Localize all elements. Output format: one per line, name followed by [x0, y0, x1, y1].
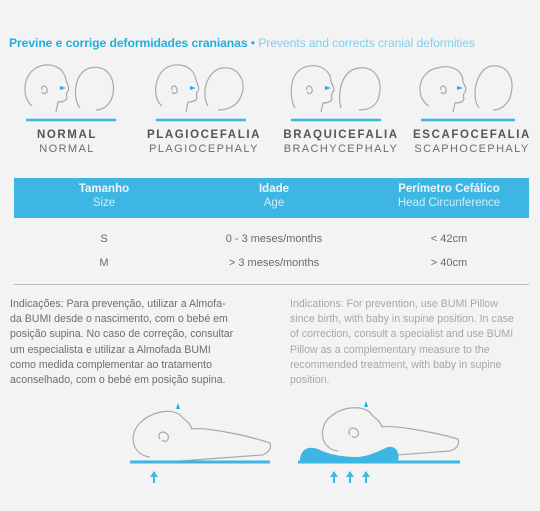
head-illustrations: [0, 58, 540, 124]
title-en: Prevents and corrects cranial deformities: [258, 36, 475, 50]
plagiocephaly-head-icon: [150, 58, 250, 124]
type-label-en: PLAGIOCEPHALY: [149, 143, 259, 155]
header-age-pt: Idade: [258, 183, 290, 195]
cell-age: > 3 meses/months: [228, 257, 320, 269]
title-pt: Previne e corrige deformidades cranianas: [9, 36, 248, 50]
size-table-header: [14, 178, 529, 218]
header-size-pt: Tamanho: [78, 183, 130, 195]
type-label-pt: PLAGIOCEFALIA: [146, 129, 262, 141]
header-circ-en: Head Circunference: [397, 197, 501, 209]
bumi-pillow: [300, 447, 399, 461]
type-label-en: NORMAL: [39, 143, 95, 155]
type-label-en: SCAPHOCEPHALY: [414, 143, 530, 155]
type-label-pt: ESCAFOCEFALIA: [413, 129, 531, 141]
brachycephaly-head-icon: [285, 58, 385, 124]
type-label-pt: NORMAL: [36, 129, 98, 141]
indications-en-line: Pillow as a complementary measure to the: [290, 343, 490, 356]
scaphocephaly-head-icon: [415, 58, 520, 124]
header-head-circumference: [374, 183, 524, 209]
normal-head-icon: [20, 58, 120, 124]
indications-en-line: since birth, with baby in supine position. In case: [290, 313, 514, 326]
baby-flat-icon: [133, 411, 270, 461]
indications-pt-line: Indicações: Para prevenção, utilizar a Almofa-: [10, 298, 226, 310]
indications-pt-line: da BUMI desde o nascimento, com o bebé em: [10, 313, 228, 326]
cell-circumference: < 42cm: [430, 233, 468, 245]
arrow-icon: [176, 403, 180, 409]
type-scaphocephaly: [407, 129, 537, 155]
cell-circumference: > 40cm: [430, 257, 468, 269]
cell-age: 0 - 3 meses/months: [225, 233, 323, 245]
type-brachycephaly: [276, 129, 406, 155]
indications-en-line: Indications: For prevention, use BUMI Pillow: [290, 298, 498, 310]
header-size-en: Size: [92, 197, 116, 209]
table-row: [14, 233, 529, 253]
arrow-icon: [364, 401, 368, 407]
indications-pt-line: aconselhado, com o bebé em posição supina.: [10, 374, 226, 387]
indications-pt: [10, 297, 260, 388]
header-size: [44, 183, 164, 209]
title-separator: •: [247, 36, 259, 50]
type-label-pt: BRAQUICEFALIA: [283, 129, 399, 141]
baby-on-pillow-illustration: [0, 395, 540, 511]
pressure-arrows-icon: [150, 471, 158, 483]
pressure-arrows-icon: [330, 471, 370, 483]
type-normal: [2, 129, 132, 155]
indications-en: [290, 297, 532, 388]
cell-size: M: [99, 257, 109, 269]
page-title: [9, 36, 539, 50]
header-age: [209, 183, 339, 209]
type-plagiocephaly: [139, 129, 269, 155]
header-age-en: Age: [263, 197, 285, 209]
indications-en-line: position.: [290, 374, 330, 387]
indications-pt-line: como medida complementar ao tratamento: [10, 358, 212, 371]
cell-size: S: [100, 233, 108, 245]
indications-pt-line: um especialista e utilizar a Almofada BUMI: [10, 343, 211, 356]
table-row: [14, 257, 529, 277]
indications-en-line: of correction, consult a specialist and use BUMI: [290, 328, 514, 341]
section-divider: [14, 284, 529, 285]
header-circ-pt: Perímetro Cefálico: [398, 183, 500, 195]
indications-pt-line: posição supina. No caso de correção, consultar: [10, 328, 234, 341]
indications-en-line: recommended treatment, with baby in supine: [290, 358, 502, 371]
type-label-en: BRACHYCEPHALY: [283, 143, 399, 155]
